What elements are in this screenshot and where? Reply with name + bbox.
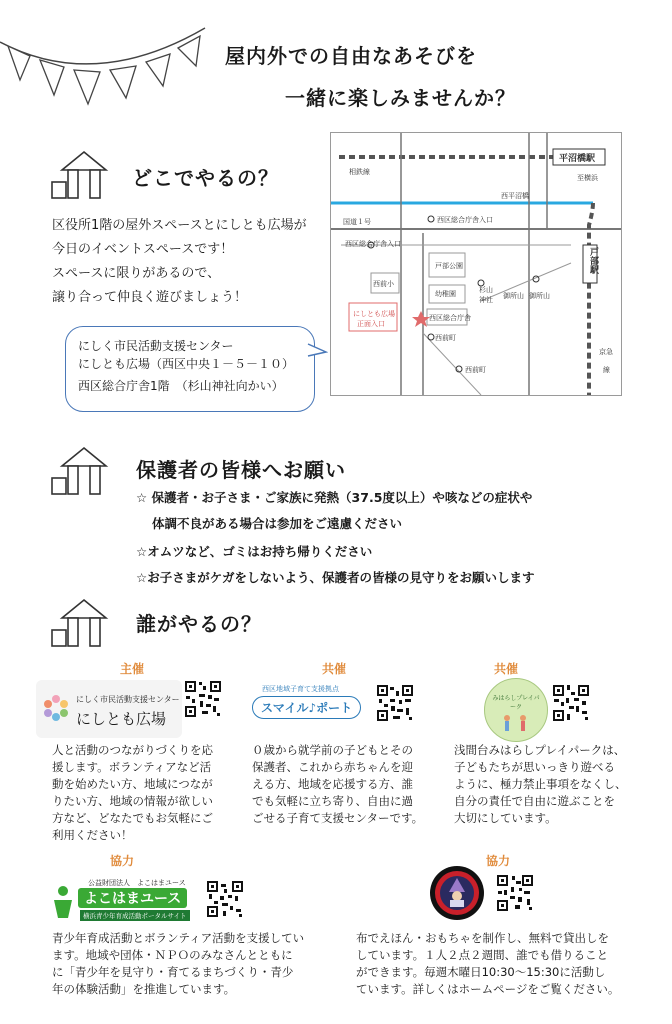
blocks-icon	[48, 446, 120, 498]
map-label-hiranuma: 平沼橋駅	[559, 154, 596, 164]
map-label-gosho1: 御所山	[503, 292, 524, 300]
map-label-keikyu1: 京急	[599, 348, 613, 356]
map-label-tobe-station: 戸部駅	[588, 247, 598, 274]
map-label-school: 西前小	[373, 280, 394, 288]
wizard-icon	[446, 878, 468, 908]
map-label-gosho2: 御所山	[529, 292, 550, 300]
nishitomo-logo-name: にしとも広場	[76, 710, 167, 728]
smileport-logo	[250, 684, 370, 724]
guardians-note-3: ☆お子さまがケガをしないよう、保護者の皆様の見守りをお願いします	[136, 570, 535, 585]
map-label-entrance-left: 西区総合庁舎入口	[345, 240, 401, 248]
address-line: 西区総合庁舎1階 （杉山神社向かい）	[78, 379, 284, 393]
smileport-logo-small: 西区地域子育て支援拠点	[262, 685, 339, 693]
org-role: 協力	[110, 854, 135, 868]
map-label-shrine: 神社	[479, 296, 493, 304]
org-description: 人と活動のつながりづくりを応 援します。ボランティアなど活 動を始めたい方、地域につなが りたい方、地域の情報が欲しい 方など、どなたでもお気軽にご 利用ください！	[52, 743, 213, 842]
flower-icon	[42, 694, 70, 722]
where-line: 今日のイベントスペースです！	[52, 242, 234, 257]
youth-logo-small: 公益財団法人 よこはまユース	[88, 879, 186, 887]
map-label-nishimae2: 西前町	[465, 366, 486, 374]
org-description: 布でえほん・おもちゃを制作し、無料で貸出しを しています。１人２点２週間、誰でも借りること ができます。毎週木曜日10:30～15:30に活動し ています。詳しくはホームページをご覧ください。	[356, 931, 620, 996]
map-label-entrance-front: 西区総合庁舎入口	[437, 216, 493, 224]
org-role: 協力	[486, 854, 511, 868]
blocks-icon	[48, 598, 120, 650]
guardians-note-2: ☆オムツなど、ゴミはお持ち帰りください	[136, 544, 373, 559]
org-role: 主催	[120, 662, 145, 676]
where-line: 区役所1階の屋外スペースとにしとも広場が	[52, 218, 307, 233]
map-label-tobe-park: 戸部公園	[435, 262, 463, 270]
qr-code-icon	[496, 874, 534, 912]
where-line: スペースに限りがあるので、	[52, 266, 221, 281]
map-label-keikyu2: 線	[603, 366, 610, 374]
map-label-route1: 国道１号	[343, 218, 371, 226]
map-label-nishitomo2: 正面入口	[357, 320, 385, 328]
playpark-logo	[484, 678, 548, 742]
youth-logo-sub: 横浜青少年育成活動ポータルサイト	[80, 910, 190, 921]
where-description	[52, 214, 307, 310]
qr-code-icon	[184, 680, 222, 718]
guardians-note-1: ☆ 保護者・お子さま・ご家族に発熱（37.5度以上）や咳などの症状や	[136, 490, 533, 505]
qr-code-icon	[552, 684, 590, 722]
headline-line2: 一緒に楽しみませんか？	[285, 86, 516, 110]
map-label-nishimae: 西前町	[435, 334, 456, 342]
children-icon	[499, 713, 533, 735]
org-description: 青少年育成活動とボランティア活動を支援してい ます。地域や団体・ＮＰＯのみなさんとともに に「青少年を見守り・育てるまちづくり・青少 年の体験活動」を推進しています。	[52, 931, 305, 996]
address-line: にしく市民活動支援センター	[78, 339, 234, 353]
org-description: ０歳から就学前の子どもとその 保護者、これから赤ちゃんを迎 える方、地域を応援する方、誰 でも気軽に立ち寄り、自由に過 ごせる子育て支援センターです。	[252, 743, 424, 825]
youth-mascot-icon	[50, 884, 76, 920]
qr-code-icon	[206, 880, 244, 918]
map-label-nishitomo1: にしとも広場	[353, 310, 395, 318]
where-line: 譲り合って仲良く遊びましょう！	[52, 290, 248, 305]
playpark-logo-name: みはらしプレイパーク	[492, 695, 540, 711]
where-title: どこでやるの？	[132, 166, 279, 190]
bunting-decoration	[0, 0, 220, 120]
yokohama-youth-logo	[50, 876, 200, 926]
map-label-yokohama: 至横浜	[577, 174, 598, 182]
map-label-office: 西区総合庁舎	[429, 314, 471, 322]
map-label-nishihiranuma: 西平沼橋	[501, 192, 529, 200]
location-map	[330, 132, 622, 396]
smileport-logo-name: スマイル♪ポート	[252, 696, 361, 719]
blocks-icon	[48, 150, 120, 202]
address-bubble	[65, 326, 315, 412]
who-title: 誰がやるの？	[136, 612, 262, 636]
nishitomo-logo-small: にしく市民活動支援センター	[76, 695, 180, 704]
headline-line1: 屋内外での自由なあそびを	[225, 44, 477, 68]
nishitomo-logo	[36, 680, 182, 738]
address-line: にしとも広場（西区中央１－５－１０）	[78, 357, 295, 371]
guardians-note-1-cont: 体調不良がある場合は参加をご遠慮ください	[152, 516, 403, 531]
org-role: 共催	[494, 662, 519, 676]
cloth-books-logo	[430, 866, 484, 920]
map-label-kindergarten: 幼稚園	[435, 290, 456, 298]
org-role: 共催	[322, 662, 347, 676]
qr-code-icon	[376, 684, 414, 722]
youth-logo-name: よこはまユース	[78, 888, 187, 908]
bubble-tail	[306, 340, 328, 362]
map-label-sugiyama: 杉山	[479, 286, 493, 294]
map-label-sotetsu: 相鉄線	[349, 168, 370, 176]
guardians-title: 保護者の皆様へお願い	[136, 458, 346, 482]
org-description: 浅間台みはらしプレイパークは、 子どもたちが思いっきり遊べる ように、極力禁止事項をなくし、 自分の責任で自由に遊ぶことを 大切にしています。	[454, 743, 627, 825]
